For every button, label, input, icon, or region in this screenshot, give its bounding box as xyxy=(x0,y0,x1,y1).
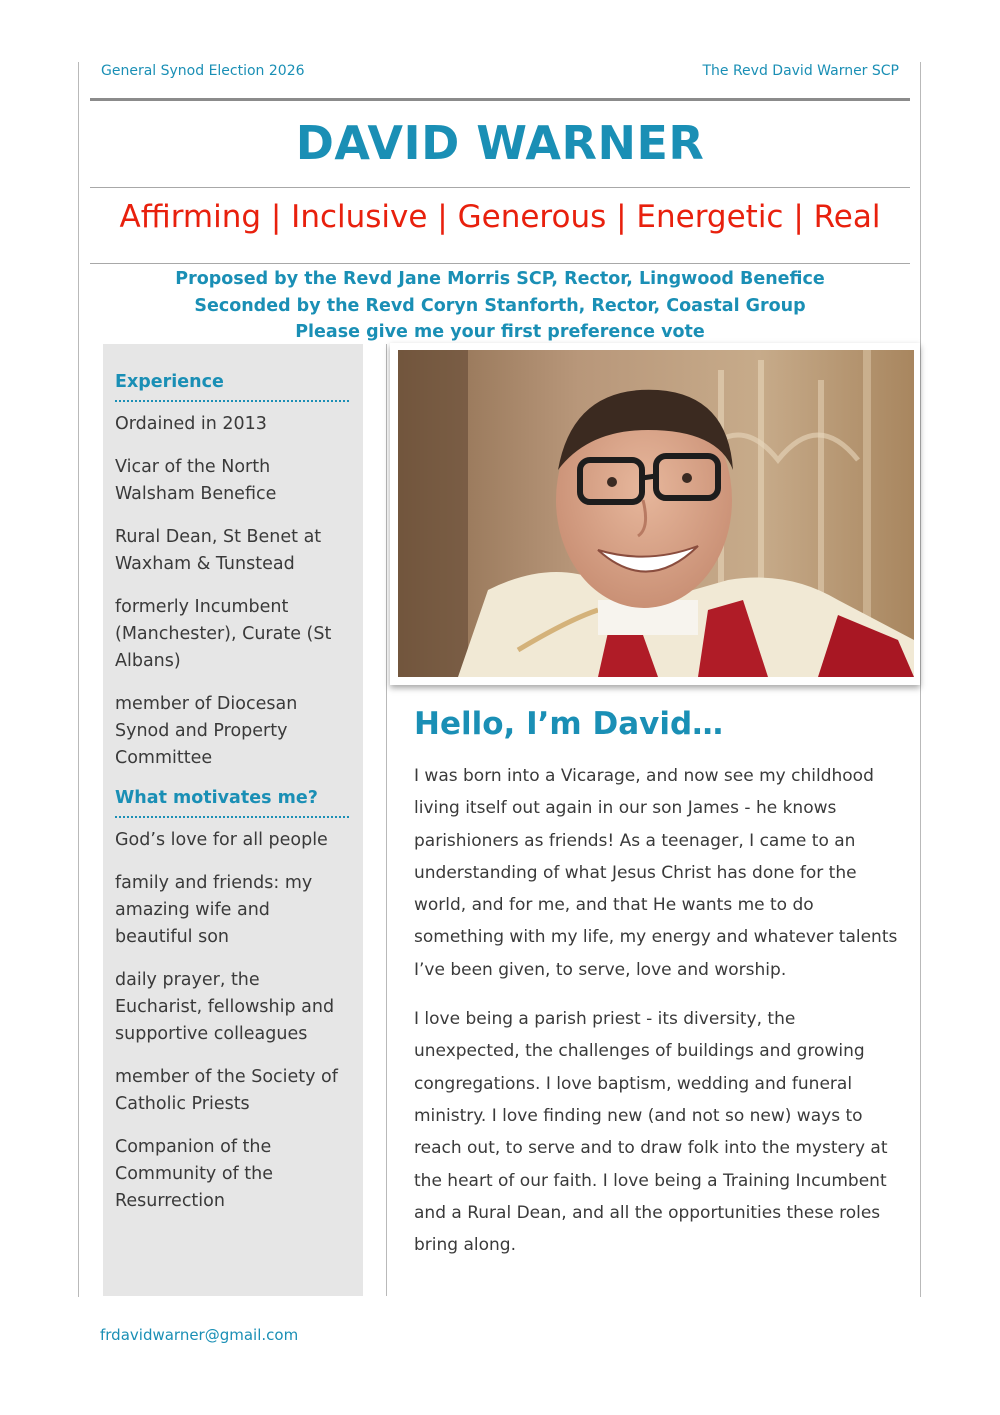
motivation-dotted-rule xyxy=(115,816,349,818)
column-divider xyxy=(386,344,387,1296)
experience-item: formerly Incumbent (Manchester), Curate (St Albans) xyxy=(115,597,332,671)
header-divider xyxy=(90,98,910,101)
body-paragraph: I was born into a Vicarage, and now see my childhood living itself out again in our son James - he knows parishioners as friends! As a teenager, I came to an understanding of what Jesus Christ has done for the world, and for me, and that He wants me to do something with my life, my energy and whatever talents I’ve been given, to serve, love and worship. xyxy=(414,766,898,980)
tagline: Affirming | Inclusive | Generous | Energetic | Real xyxy=(119,199,881,235)
motivation-item: daily prayer, the Eucharist, fellowship and supportive colleagues xyxy=(115,970,335,1044)
motivation-item: God’s love for all people xyxy=(115,830,328,850)
main-body xyxy=(414,760,906,1278)
tagline-divider xyxy=(90,263,910,264)
left-margin-line xyxy=(78,62,79,1297)
experience-item: Ordained in 2013 xyxy=(115,414,267,434)
candidate-name-title: DAVID WARNER xyxy=(295,116,705,170)
main-heading: Hello, I’m David… xyxy=(414,706,724,742)
title-divider xyxy=(90,187,910,188)
experience-item: member of Diocesan Synod and Property Committee xyxy=(115,694,298,768)
experience-heading: Experience xyxy=(115,372,224,392)
motivation-heading: What motivates me? xyxy=(115,788,318,808)
right-margin-line xyxy=(920,62,921,1297)
proposer-line: Proposed by the Revd Jane Morris SCP, Rector, Lingwood Benefice xyxy=(175,269,825,289)
experience-item: Rural Dean, St Benet at Waxham & Tunstead xyxy=(115,527,322,574)
seconder-line: Seconded by the Revd Coryn Stanforth, Rector, Coastal Group xyxy=(194,295,806,316)
contact-email-link[interactable]: frdavidwarner@gmail.com xyxy=(100,1326,299,1344)
header-candidate-label: The Revd David Warner SCP xyxy=(702,63,899,79)
portrait-photo xyxy=(398,350,914,677)
motivation-item: member of the Society of Catholic Priests xyxy=(115,1067,338,1114)
sidebar xyxy=(103,344,363,1296)
motivation-item: Companion of the Community of the Resurrection xyxy=(115,1137,273,1211)
header-election-label: General Synod Election 2026 xyxy=(101,63,305,79)
vote-request-line: Please give me your first preference vote xyxy=(295,322,705,342)
body-paragraph: I love being a parish priest - its diversity, the unexpected, the challenges of buildings and growing congregations. I love baptism, wedding and funeral ministry. I love finding new (and not so new) ways to reach out, to serve and to draw folk into the mystery at the heart of our faith. I love being a Training Incumbent and a Rural Dean, and all the opportunities these roles bring along. xyxy=(414,1009,888,1256)
motivation-item: family and friends: my amazing wife and beautiful son xyxy=(115,873,313,947)
experience-dotted-rule xyxy=(115,400,349,402)
portrait-photo-frame xyxy=(390,343,920,685)
experience-item: Vicar of the North Walsham Benefice xyxy=(115,457,277,504)
proposal-block xyxy=(0,266,1000,346)
